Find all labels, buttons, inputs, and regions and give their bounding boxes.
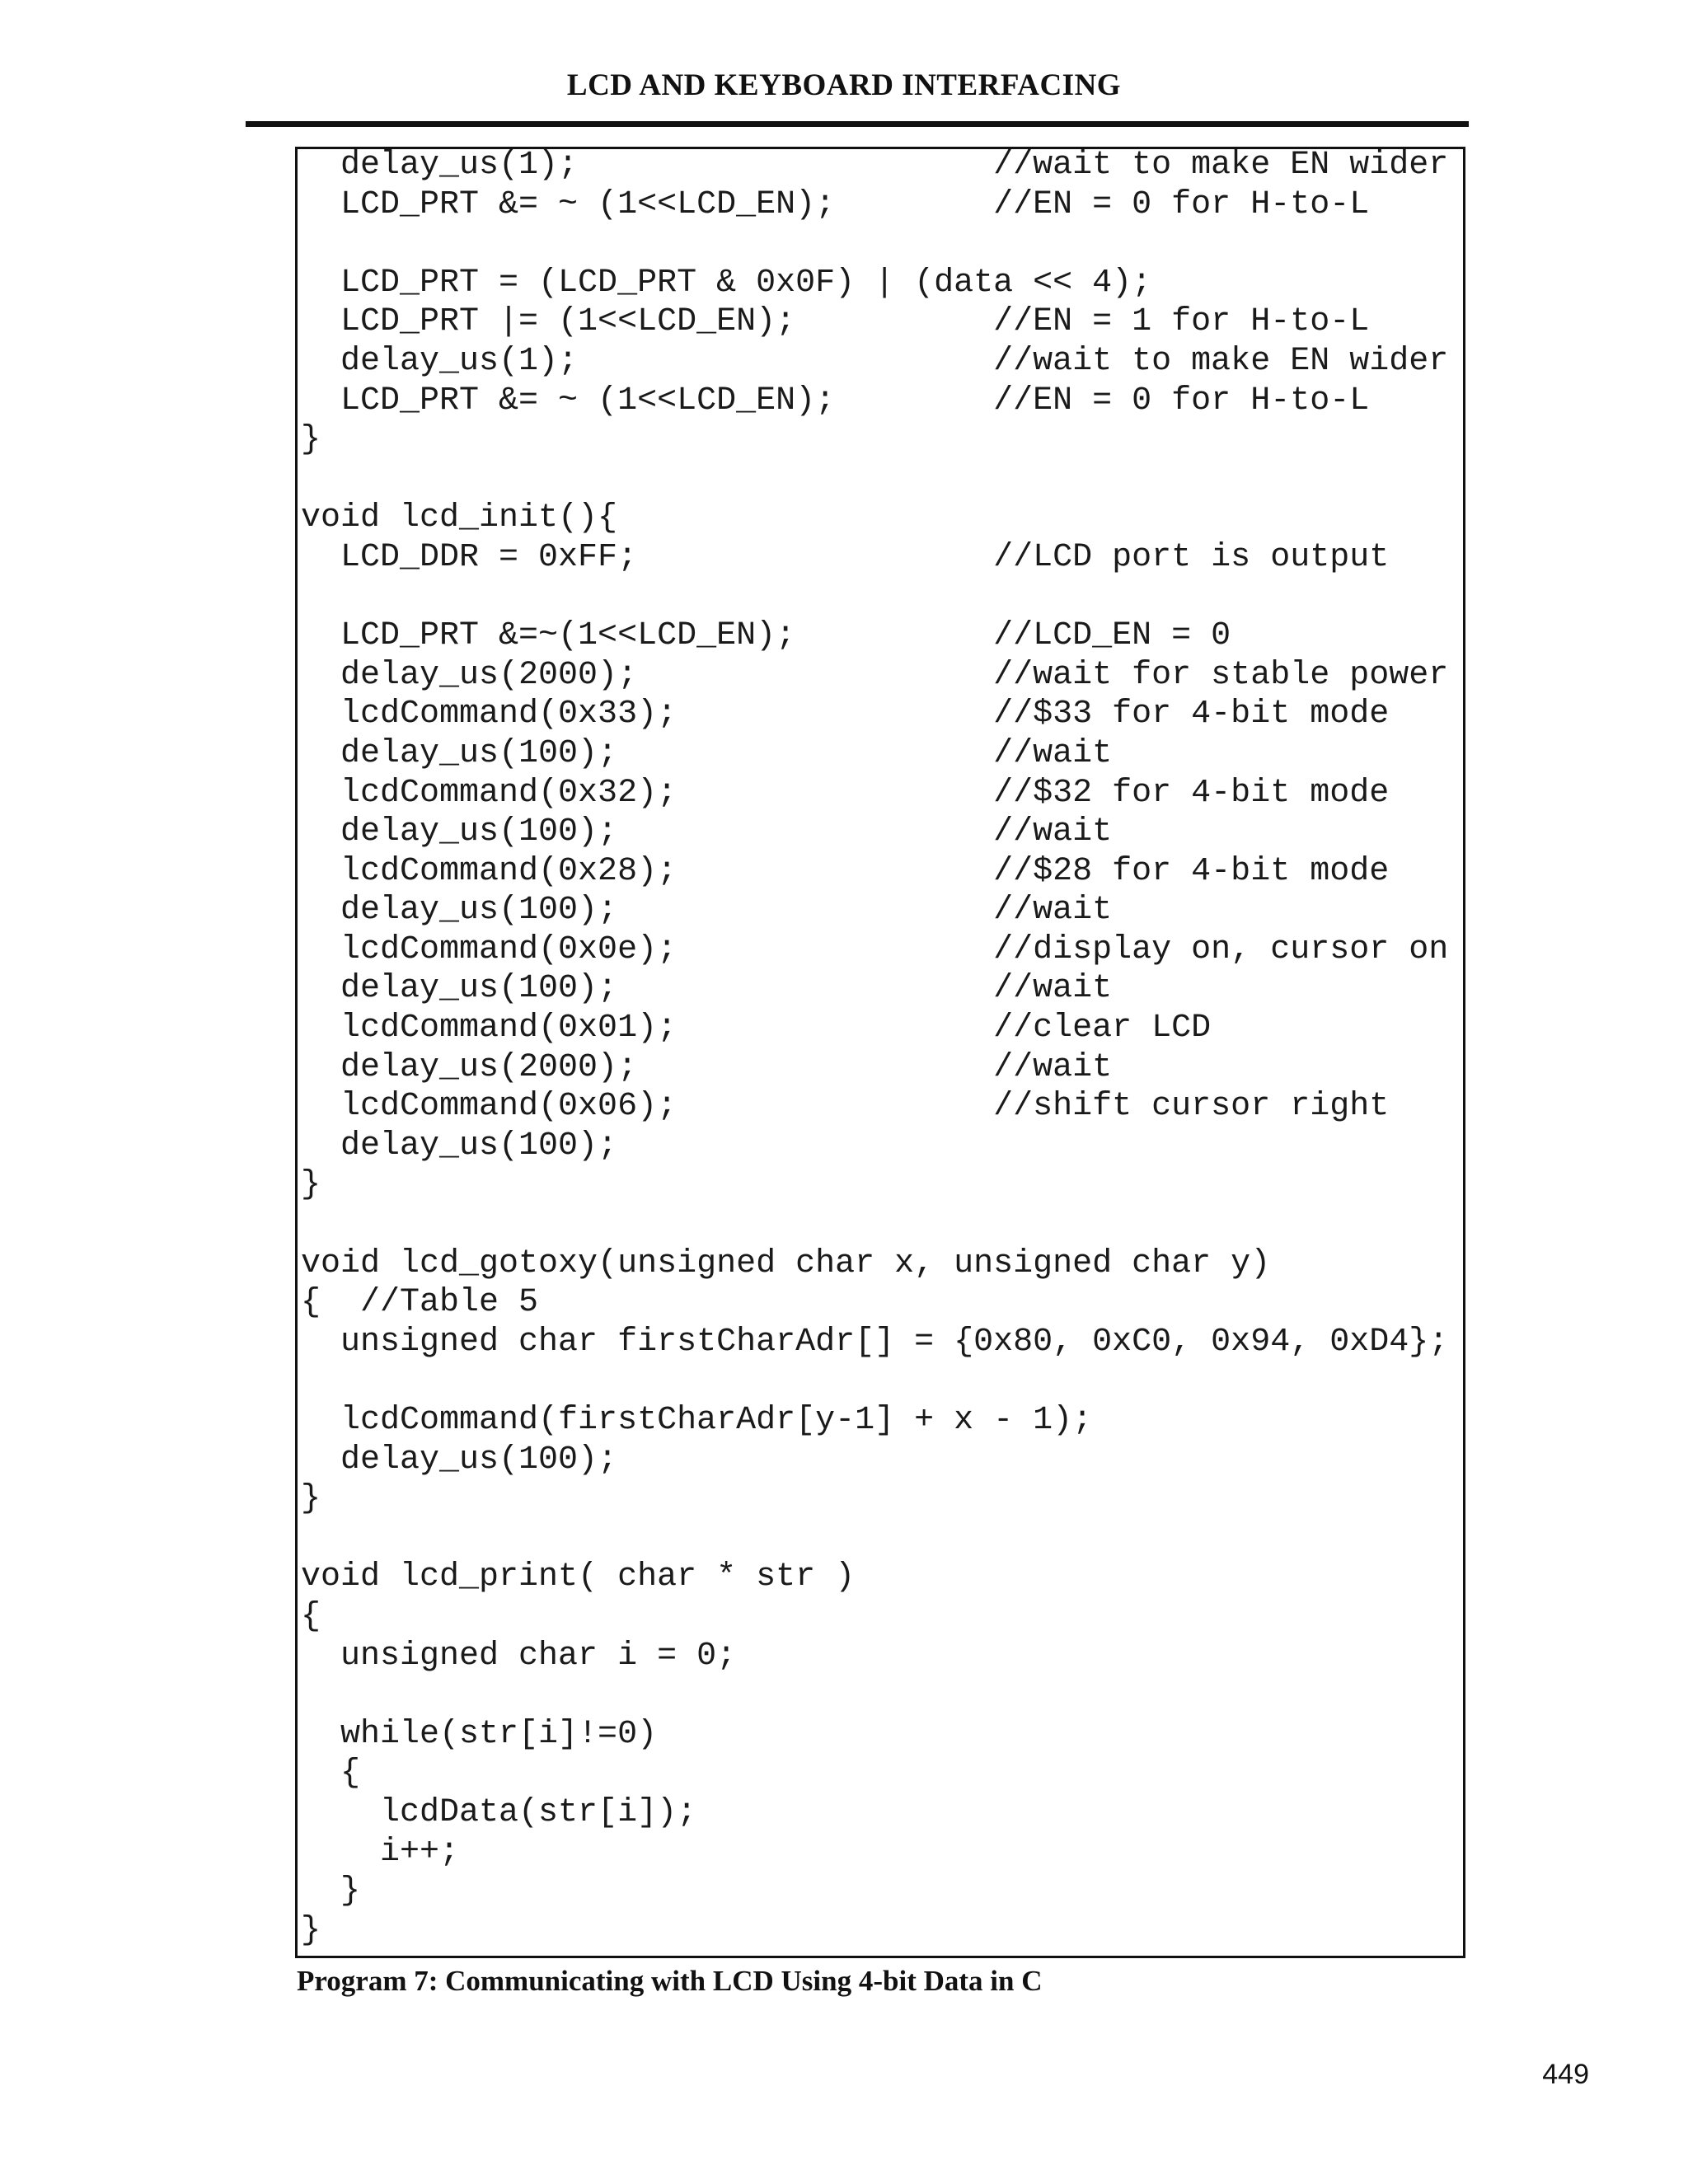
code-line: delay_us(2000); //wait for stable power [301,656,1449,694]
code-line: lcdCommand(0x01); //clear LCD [301,1010,1212,1047]
code-line: LCD_PRT = (LCD_PRT & 0x0F) | (data << 4); [301,264,1152,302]
code-line: lcdCommand(0x0e); //display on, cursor on [301,930,1449,968]
code-line: void lcd_gotoxy(unsigned char x, unsigned char y) [301,1244,1271,1282]
code-line [301,224,1448,264]
code-line [301,1361,1448,1401]
code-line: } [301,1480,321,1518]
code-line: LCD_DDR = 0xFF; //LCD port is output [301,538,1390,576]
code-line [301,578,1448,617]
code-line [301,1675,1448,1715]
code-line: delay_us(2000); //wait [301,1048,1113,1086]
code-line: delay_us(100); //wait [301,892,1113,930]
code-line: lcdCommand(0x32); //$32 for 4-bit mode [301,774,1390,812]
page-number: 449 [1542,2059,1589,2090]
code-line: lcdCommand(0x06); //shift cursor right [301,1088,1390,1126]
code-line: { [301,1755,361,1793]
code-line: i++; [301,1833,460,1871]
code-line [301,1519,1448,1558]
code-line: lcdCommand(firstCharAdr[y-1] + x - 1); [301,1402,1093,1439]
code-line: LCD_PRT &=~(1<<LCD_EN); //LCD_EN = 0 [301,617,1231,655]
code-line: void lcd_print( char * str ) [301,1558,856,1596]
code-line: lcdCommand(0x33); //$33 for 4-bit mode [301,696,1390,733]
code-line: LCD_PRT &= ~ (1<<LCD_EN); //EN = 0 for H-to-L [301,185,1370,223]
code-line: } [301,421,321,459]
code-listing [301,146,1448,1950]
code-line: delay_us(100); [301,1127,618,1165]
code-line: delay_us(100); //wait [301,734,1113,772]
code-line: delay_us(100); [301,1441,618,1479]
code-line: unsigned char firstCharAdr[] = {0x80, 0xC0, 0x94, 0xD4}; [301,1323,1449,1361]
code-line: { [301,1597,321,1635]
code-line: LCD_PRT |= (1<<LCD_EN); //EN = 1 for H-to-L [301,303,1370,341]
header-rule [246,121,1469,127]
code-line: delay_us(1); //wait to make EN wider [301,342,1449,380]
code-line: while(str[i]!=0) [301,1715,658,1753]
code-line: } [301,1166,321,1204]
code-line: delay_us(1); //wait to make EN wider [301,147,1449,184]
page-header-title: LCD AND KEYBOARD INTERFACING [566,68,1122,102]
code-line: } [301,1911,321,1949]
code-line: delay_us(100); //wait [301,813,1113,851]
code-line [301,1205,1448,1244]
code-line: delay_us(100); //wait [301,970,1113,1008]
code-line: lcdData(str[i]); [301,1793,697,1831]
code-line: void lcd_init(){ [301,499,618,537]
code-line: } [301,1872,361,1910]
code-line: unsigned char i = 0; [301,1637,737,1675]
program-caption: Program 7: Communicating with LCD Using 4-bit Data in C [297,1965,1043,1997]
code-line: lcdCommand(0x28); //$28 for 4-bit mode [301,852,1390,890]
code-line: LCD_PRT &= ~ (1<<LCD_EN); //EN = 0 for H-to-L [301,382,1370,419]
code-line [301,460,1448,499]
code-line: { //Table 5 [301,1284,539,1322]
